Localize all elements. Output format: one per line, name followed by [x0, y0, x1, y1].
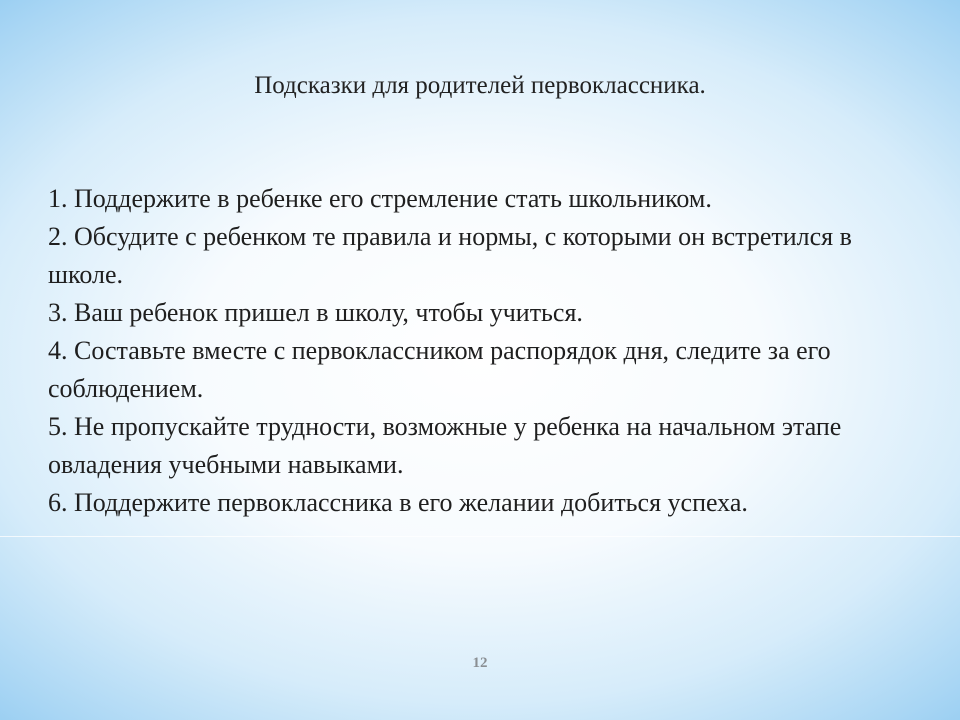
background-divider: [0, 536, 960, 537]
tips-list: [48, 180, 928, 522]
slide-title: Подсказки для родителей первоклассника.: [254, 72, 706, 99]
tip-item-2: 2. Обсудите с ребенком те правила и нормы, с которыми он встретился в школе.: [48, 222, 852, 289]
page-number: 12: [472, 655, 488, 671]
tip-item-1: 1. Поддержите в ребенке его стремление стать школьником.: [48, 184, 712, 213]
tip-item-5: 5. Не пропускайте трудности, возможные у ребенка на начальном этапе овладения учебными навыками.: [48, 412, 842, 479]
tip-item-4: 4. Составьте вместе с первоклассником распорядок дня, следите за его соблюдением.: [48, 336, 831, 403]
tip-item-3: 3. Ваш ребенок пришел в школу, чтобы учиться.: [48, 298, 583, 327]
tip-item-6: 6. Поддержите первоклассника в его желании добиться успеха.: [48, 488, 748, 517]
